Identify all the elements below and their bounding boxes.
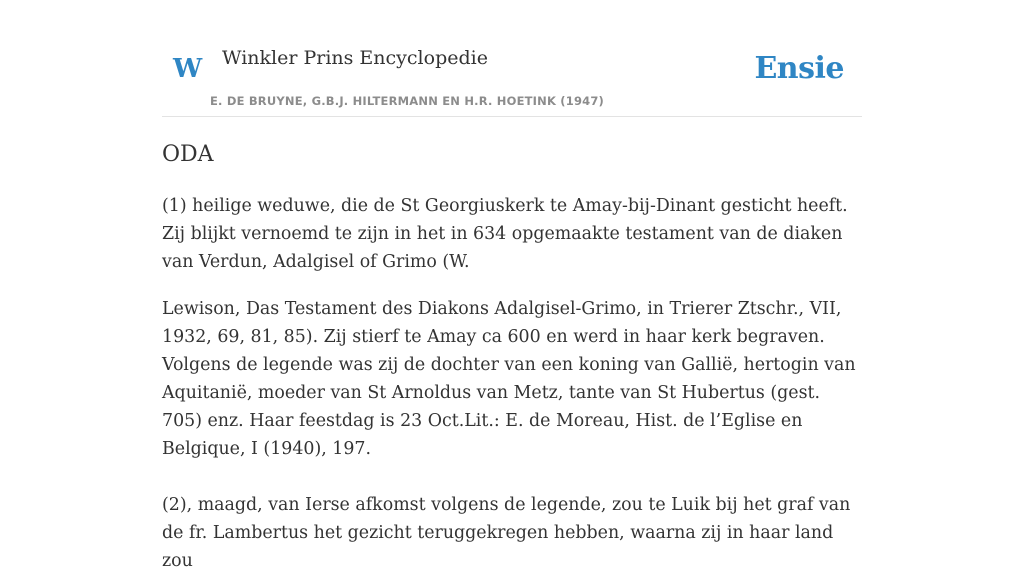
site-header xyxy=(162,0,862,117)
article-paragraph-2: Lewison, Das Testament des Diakons Adalgisel-Grimo, in Trierer Ztschr., VII, 1932, 69, 81, 85). Zij stierf te Amay ca 600 en werd in haar kerk begraven. Volgens de legende was zij de dochter van een koning van Gallië, hertogin van Aquitanië, moeder van St Arnoldus van Metz, tante van St Hubertus (gest. 705) enz. Haar feestdag is 23 Oct.Lit.: E. de Moreau, Hist. de l’Eglise en Belgique, I (1940), 197. xyxy=(162,299,856,459)
article-paragraph-3: (2), maagd, van Ierse afkomst volgens de legende, zou te Luik bij het graf van de fr. Lambertus het gezicht teruggekregen hebben, waarna zij in haar land zou xyxy=(162,495,851,571)
ensie-brand-logo[interactable]: Ensie xyxy=(754,51,844,86)
article-body xyxy=(162,140,862,575)
article-paragraph-1: (1) heilige weduwe, die de St Georgiuskerk te Amay-bij-Dinant gesticht heeft. Zij blijkt vernoemd te zijn in het in 634 opgemaakte testament van de diaken van Verdun, Adalgisel of Grimo (W. xyxy=(162,196,848,272)
article-title: ODA xyxy=(162,142,214,167)
site-title[interactable]: Winkler Prins Encyclopedie xyxy=(222,47,488,69)
winkler-prins-logo[interactable]: W xyxy=(173,54,203,84)
authors-line: E. DE BRUYNE, G.B.J. HILTERMANN EN H.R. HOETINK (1947) xyxy=(210,94,605,108)
